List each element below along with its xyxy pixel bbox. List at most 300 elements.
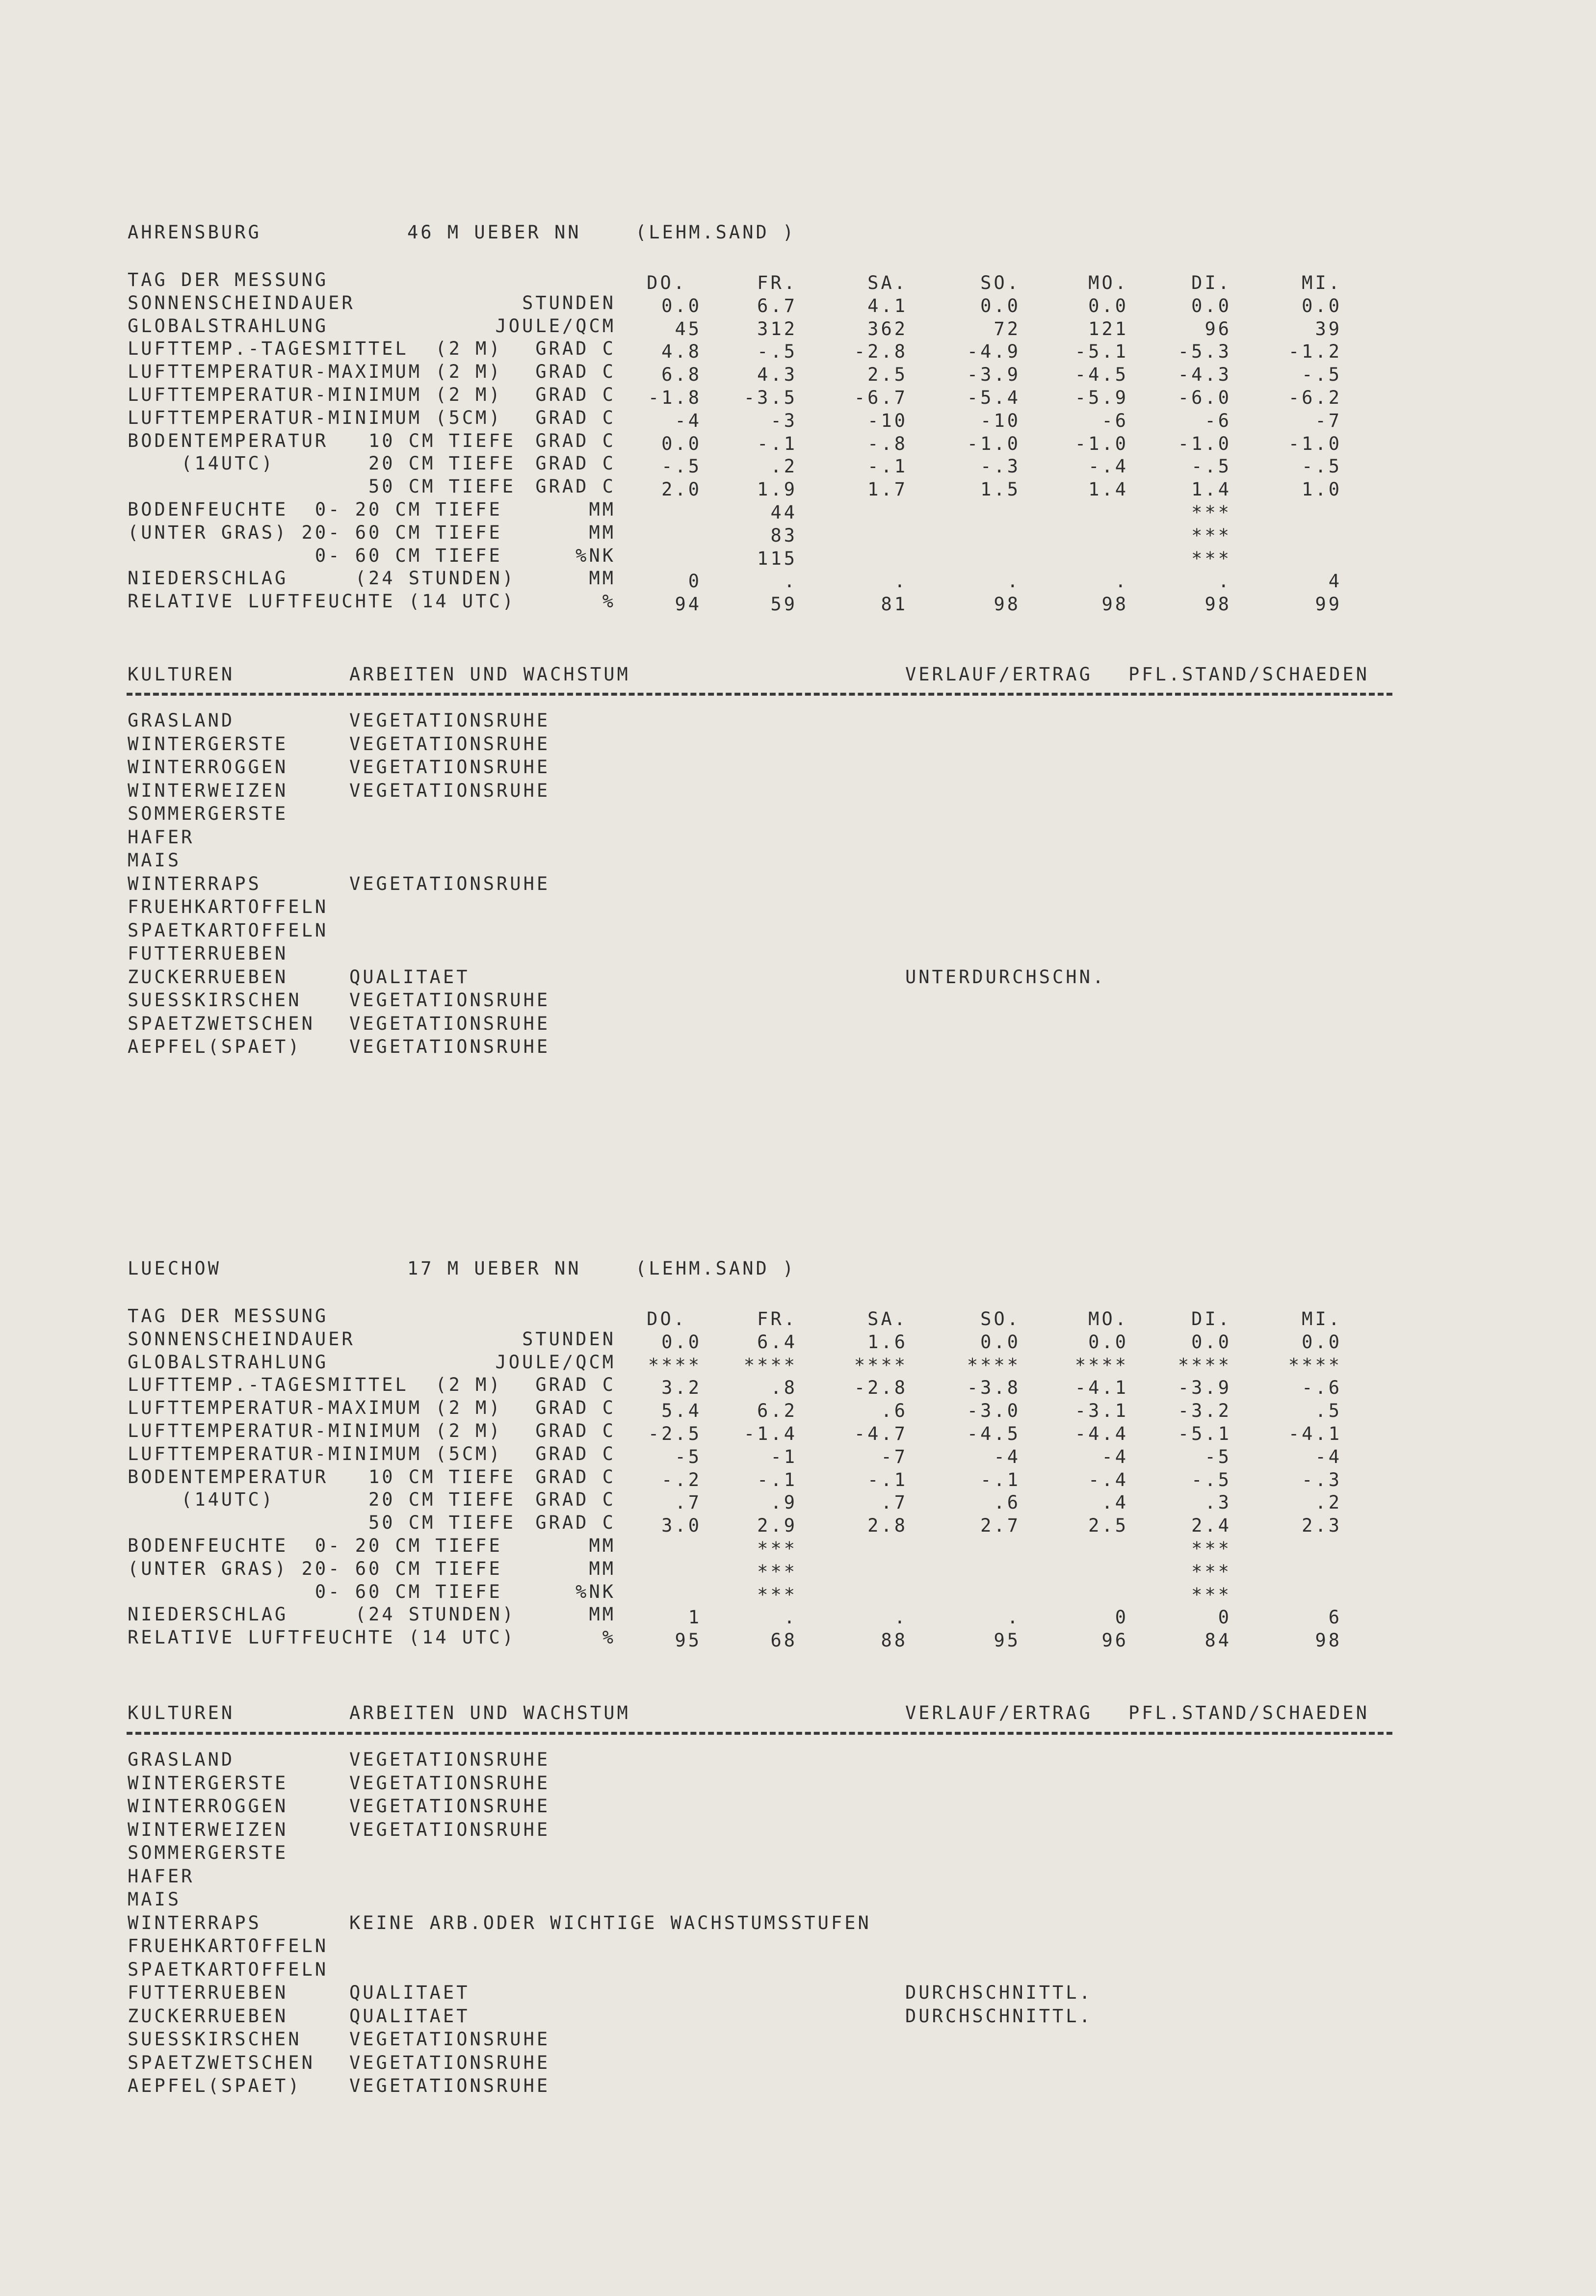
day-header-mo: MO. xyxy=(1088,1308,1128,1330)
crop-verlauf: UNTERDURCHSCHN. xyxy=(905,966,1106,988)
cell-value: 0.0 xyxy=(661,433,702,454)
row-label: LUFTTEMPERATUR-MINIMUM (2 M) xyxy=(128,1420,502,1441)
crop-name: WINTERGERSTE xyxy=(128,733,288,755)
crop-name: FRUEHKARTOFFELN xyxy=(128,896,329,917)
dashed-divider xyxy=(127,1732,1392,1735)
cell-value: .6 xyxy=(994,1492,1020,1513)
cell-value: **** xyxy=(967,1354,1020,1376)
cell-value: 2.8 xyxy=(867,1515,908,1537)
cell-value: 0 xyxy=(1115,1607,1128,1628)
crop-status: VEGETATIONSRUHE xyxy=(349,1772,550,1794)
cell-value: 312 xyxy=(757,318,797,339)
crop-name: FUTTERRUEBEN xyxy=(128,1982,288,2003)
cell-value: -4 xyxy=(675,410,702,431)
crop-status: VEGETATIONSRUHE xyxy=(349,780,550,801)
cell-value: -5.4 xyxy=(967,387,1020,408)
row-label: (UNTER GRAS) 20- 60 CM TIEFE xyxy=(128,1558,502,1579)
crop-status: VEGETATIONSRUHE xyxy=(349,1749,550,1770)
day-header-mi: MI. xyxy=(1302,1308,1342,1330)
cell-value: -.5 xyxy=(1191,456,1231,477)
crop-name: WINTERGERSTE xyxy=(128,1772,288,1794)
cell-value: -3.0 xyxy=(967,1400,1020,1422)
row-unit: % xyxy=(602,1627,616,1648)
cell-value: -3 xyxy=(770,410,797,431)
cell-value: -7 xyxy=(881,1446,908,1467)
cell-value: -4 xyxy=(1101,1446,1128,1467)
row-label: SONNENSCHEINDAUER xyxy=(128,292,355,313)
crop-name: SUESSKIRSCHEN xyxy=(128,2029,302,2050)
row-label: LUFTTEMPERATUR-MINIMUM (5CM) xyxy=(128,1443,502,1464)
cell-value: .4 xyxy=(1101,1492,1128,1513)
cell-value: -.1 xyxy=(757,1469,797,1490)
row-label: TAG DER MESSUNG xyxy=(128,269,329,290)
cell-value: -5 xyxy=(1204,1446,1231,1467)
cell-value: 2.3 xyxy=(1302,1515,1342,1537)
cell-value: **** xyxy=(1177,1354,1231,1376)
row-unit: GRAD C xyxy=(535,430,616,451)
cell-value: 1.9 xyxy=(757,479,797,500)
crop-status: VEGETATIONSRUHE xyxy=(349,1819,550,1840)
row-unit: GRAD C xyxy=(535,476,616,497)
row-label: 50 CM TIEFE xyxy=(128,1512,516,1534)
cell-value: .8 xyxy=(770,1377,797,1399)
cell-value: -4 xyxy=(1315,1446,1342,1467)
crop-name: SPAETZWETSCHEN xyxy=(128,2052,315,2073)
cell-value: -.8 xyxy=(867,433,908,454)
cell-value: 96 xyxy=(1204,318,1231,339)
row-label: (UNTER GRAS) 20- 60 CM TIEFE xyxy=(128,522,502,543)
crops-header-kulturen: KULTUREN xyxy=(128,664,235,685)
cell-value: 95 xyxy=(675,1630,702,1651)
cell-value: -.1 xyxy=(757,433,797,454)
row-label: NIEDERSCHLAG (24 STUNDEN) xyxy=(128,1604,516,1625)
crop-name: HAFER xyxy=(128,826,195,848)
crop-name: SPAETZWETSCHEN xyxy=(128,1013,315,1034)
row-label: (14UTC) 20 CM TIEFE xyxy=(128,1489,516,1511)
cell-value: 2.7 xyxy=(980,1515,1020,1537)
cell-value: -2.8 xyxy=(854,341,908,363)
row-label: 50 CM TIEFE xyxy=(128,476,516,497)
cell-value: .9 xyxy=(770,1492,797,1513)
cell-value: -10 xyxy=(980,410,1020,431)
row-label: LUFTTEMPERATUR-MINIMUM (5CM) xyxy=(128,407,502,428)
cell-value: 72 xyxy=(994,318,1020,339)
cell-value: -1.2 xyxy=(1288,341,1342,363)
crop-name: WINTERROGGEN xyxy=(128,757,288,778)
cell-value: 59 xyxy=(770,594,797,615)
cell-value: -5.9 xyxy=(1074,387,1128,408)
cell-value: . xyxy=(784,1607,797,1628)
crops-header-arbeiten: ARBEITEN UND WACHSTUM xyxy=(349,664,630,685)
crop-status: VEGETATIONSRUHE xyxy=(349,733,550,755)
station-soil: (LEHM.SAND ) xyxy=(635,222,796,243)
cell-value: -.5 xyxy=(661,456,702,477)
cell-value: -1.0 xyxy=(1177,433,1231,454)
cell-value: 3.2 xyxy=(661,1377,702,1399)
cell-value: 81 xyxy=(881,594,908,615)
row-unit: % xyxy=(602,591,616,612)
cell-value: -4.5 xyxy=(967,1423,1020,1444)
cell-value: -6.0 xyxy=(1177,387,1231,408)
cell-value: 1.7 xyxy=(867,479,908,500)
cell-value: -.1 xyxy=(980,1469,1020,1490)
cell-value: 0 xyxy=(688,571,702,592)
crop-name: ZUCKERRUEBEN xyxy=(128,966,288,988)
cell-value: -.4 xyxy=(1088,456,1128,477)
station-name: LUECHOW xyxy=(128,1258,221,1279)
cell-value: 94 xyxy=(675,594,702,615)
row-unit: JOULE/QCM xyxy=(495,315,616,337)
row-unit: STUNDEN xyxy=(522,1328,616,1350)
row-label: LUFTTEMPERATUR-MINIMUM (2 M) xyxy=(128,384,502,405)
row-label: GLOBALSTRAHLUNG xyxy=(128,1351,329,1373)
cell-value: -1.8 xyxy=(648,387,702,408)
cell-value: 1.4 xyxy=(1191,479,1231,500)
cell-value: -.3 xyxy=(980,456,1020,477)
cell-value: -1 xyxy=(770,1446,797,1467)
cell-value: -4.5 xyxy=(1074,364,1128,386)
cell-value: 84 xyxy=(1204,1630,1231,1651)
cell-value: 6.7 xyxy=(757,295,797,316)
day-header-do: DO. xyxy=(647,272,687,293)
row-label: LUFTTEMPERATUR-MAXIMUM (2 M) xyxy=(128,1397,502,1419)
day-header-mo: MO. xyxy=(1088,272,1128,293)
row-label: SONNENSCHEINDAUER xyxy=(128,1328,355,1350)
cell-value: 2.5 xyxy=(867,364,908,386)
cell-value: 4.1 xyxy=(867,295,908,316)
cell-value: -3.9 xyxy=(1177,1377,1231,1399)
cell-value: 1.5 xyxy=(980,479,1020,500)
cell-value: . xyxy=(1115,571,1128,592)
cell-value: -2.8 xyxy=(854,1377,908,1399)
cell-value: 121 xyxy=(1088,318,1128,339)
cell-value: 0.0 xyxy=(1191,1331,1231,1353)
cell-value: 3.0 xyxy=(661,1515,702,1537)
cell-value: **** xyxy=(743,1354,797,1376)
cell-value: 5.4 xyxy=(661,1400,702,1422)
cell-value: 99 xyxy=(1315,594,1342,615)
cell-value: -.4 xyxy=(1088,1469,1128,1490)
cell-value: -6 xyxy=(1101,410,1128,431)
station-soil: (LEHM.SAND ) xyxy=(635,1258,796,1279)
crop-name: SOMMERGERSTE xyxy=(128,1842,288,1863)
cell-value: **** xyxy=(1288,1354,1342,1376)
row-label: BODENTEMPERATUR 10 CM TIEFE xyxy=(128,1466,516,1487)
cell-value: 6.4 xyxy=(757,1331,797,1353)
cell-value: -.5 xyxy=(757,341,797,363)
cell-value: 88 xyxy=(881,1630,908,1651)
cell-value: *** xyxy=(757,1538,797,1559)
cell-value: -6.7 xyxy=(854,387,908,408)
cell-value: 1.4 xyxy=(1088,479,1128,500)
row-unit: GRAD C xyxy=(535,1374,616,1396)
row-label: NIEDERSCHLAG (24 STUNDEN) xyxy=(128,568,516,589)
crop-name: GRASLAND xyxy=(128,710,235,731)
row-label: BODENFEUCHTE 0- 20 CM TIEFE xyxy=(128,1535,502,1556)
row-label: LUFTTEMP.-TAGESMITTEL (2 M) xyxy=(128,338,502,360)
crop-name: WINTERROGGEN xyxy=(128,1796,288,1817)
cell-value: 96 xyxy=(1101,1630,1128,1651)
row-unit: MM xyxy=(589,1535,616,1556)
cell-value: . xyxy=(784,571,797,592)
cell-value: -.2 xyxy=(661,1469,702,1490)
cell-value: -3.1 xyxy=(1074,1400,1128,1422)
cell-value: 0.0 xyxy=(1088,1331,1128,1353)
cell-value: . xyxy=(1007,1607,1020,1628)
cell-value: -2.5 xyxy=(648,1423,702,1444)
crop-name: WINTERWEIZEN xyxy=(128,1819,288,1840)
cell-value: 0.0 xyxy=(1302,295,1342,316)
cell-value: -4.9 xyxy=(967,341,1020,363)
cell-value: .3 xyxy=(1204,1492,1231,1513)
station-elevation: 17 M UEBER NN xyxy=(407,1258,581,1279)
cell-value: 0.0 xyxy=(980,1331,1020,1353)
row-unit: GRAD C xyxy=(535,384,616,405)
crop-name: FRUEHKARTOFFELN xyxy=(128,1935,329,1957)
cell-value: **** xyxy=(1074,1354,1128,1376)
dashed-divider xyxy=(127,693,1392,696)
cell-value: -4.3 xyxy=(1177,364,1231,386)
cell-value: 4 xyxy=(1328,571,1342,592)
crop-status: VEGETATIONSRUHE xyxy=(349,1013,550,1034)
cell-value: -4 xyxy=(994,1446,1020,1467)
cell-value: -.1 xyxy=(867,1469,908,1490)
row-label: 0- 60 CM TIEFE xyxy=(128,1581,502,1602)
crops-header-verlauf: VERLAUF/ERTRAG xyxy=(905,1702,1093,1723)
row-label: RELATIVE LUFTFEUCHTE (14 UTC) xyxy=(128,1627,516,1648)
row-label: BODENTEMPERATUR 10 CM TIEFE xyxy=(128,430,516,451)
cell-value: -1.0 xyxy=(1074,433,1128,454)
cell-value: 6.8 xyxy=(661,364,702,386)
cell-value: *** xyxy=(1191,524,1231,546)
cell-value: -6.2 xyxy=(1288,387,1342,408)
cell-value: 1 xyxy=(688,1607,702,1628)
station-elevation: 46 M UEBER NN xyxy=(407,222,581,243)
cell-value: 95 xyxy=(994,1630,1020,1651)
cell-value: .2 xyxy=(770,456,797,477)
cell-value: -6 xyxy=(1204,410,1231,431)
cell-value: .7 xyxy=(675,1492,702,1513)
cell-value: 98 xyxy=(1315,1630,1342,1651)
cell-value: .7 xyxy=(881,1492,908,1513)
row-unit: GRAD C xyxy=(535,453,616,474)
row-unit: GRAD C xyxy=(535,361,616,383)
row-unit: STUNDEN xyxy=(522,292,616,313)
crop-name: WINTERRAPS xyxy=(128,873,262,894)
crop-status: QUALITAET xyxy=(349,2005,470,2027)
crop-name: WINTERRAPS xyxy=(128,1912,262,1933)
cell-value: 68 xyxy=(770,1630,797,1651)
cell-value: . xyxy=(894,571,908,592)
row-label: LUFTTEMPERATUR-MAXIMUM (2 M) xyxy=(128,361,502,383)
day-header-so: SO. xyxy=(980,1308,1020,1330)
day-header-fr: FR. xyxy=(757,1308,797,1330)
crop-verlauf: DURCHSCHNITTL. xyxy=(905,1982,1093,2003)
cell-value: . xyxy=(1007,571,1020,592)
cell-value: **** xyxy=(648,1354,702,1376)
row-unit: MM xyxy=(589,522,616,543)
crop-status: VEGETATIONSRUHE xyxy=(349,1036,550,1057)
crop-name: SPAETKARTOFFELN xyxy=(128,1958,329,1980)
cell-value: -5 xyxy=(675,1446,702,1467)
cell-value: 0.0 xyxy=(661,1331,702,1353)
crop-status: QUALITAET xyxy=(349,1982,470,2003)
day-header-sa: SA. xyxy=(867,272,908,293)
cell-value: *** xyxy=(1191,1561,1231,1582)
row-label: BODENFEUCHTE 0- 20 CM TIEFE xyxy=(128,499,502,520)
cell-value: -.5 xyxy=(1302,456,1342,477)
row-unit: GRAD C xyxy=(535,1489,616,1511)
crop-name: FUTTERRUEBEN xyxy=(128,943,288,964)
crop-status: VEGETATIONSRUHE xyxy=(349,2075,550,2096)
crop-name: SUESSKIRSCHEN xyxy=(128,990,302,1011)
cell-value: .2 xyxy=(1315,1492,1342,1513)
row-unit: GRAD C xyxy=(535,1420,616,1441)
cell-value: 0.0 xyxy=(1088,295,1128,316)
crop-status: VEGETATIONSRUHE xyxy=(349,757,550,778)
crop-status: KEINE ARB.ODER WICHTIGE WACHSTUMSSTUFEN xyxy=(349,1912,871,1933)
cell-value: -4.4 xyxy=(1074,1423,1128,1444)
row-label: (14UTC) 20 CM TIEFE xyxy=(128,453,516,474)
cell-value: *** xyxy=(1191,548,1231,569)
row-label: TAG DER MESSUNG xyxy=(128,1305,329,1327)
crop-status: VEGETATIONSRUHE xyxy=(349,2029,550,2050)
cell-value: .6 xyxy=(881,1400,908,1422)
crops-header-kulturen: KULTUREN xyxy=(128,1702,235,1723)
crops-header-arbeiten: ARBEITEN UND WACHSTUM xyxy=(349,1702,630,1723)
row-unit: MM xyxy=(589,1604,616,1625)
cell-value: -10 xyxy=(867,410,908,431)
crop-name: MAIS xyxy=(128,1889,182,1910)
cell-value: 6 xyxy=(1328,1607,1342,1628)
day-header-di: DI. xyxy=(1191,272,1231,293)
cell-value: -5.3 xyxy=(1177,341,1231,363)
crop-verlauf: DURCHSCHNITTL. xyxy=(905,2005,1093,2027)
cell-value: -1.0 xyxy=(967,433,1020,454)
cell-value: 0.0 xyxy=(980,295,1020,316)
cell-value: -4.7 xyxy=(854,1423,908,1444)
row-label: 0- 60 CM TIEFE xyxy=(128,545,502,566)
cell-value: -5.1 xyxy=(1177,1423,1231,1444)
cell-value: .5 xyxy=(1315,1400,1342,1422)
cell-value: 45 xyxy=(675,318,702,339)
cell-value: 1.6 xyxy=(867,1331,908,1353)
cell-value: -1.0 xyxy=(1288,433,1342,454)
day-header-fr: FR. xyxy=(757,272,797,293)
cell-value: . xyxy=(1218,571,1231,592)
cell-value: -7 xyxy=(1315,410,1342,431)
cell-value: 44 xyxy=(770,502,797,523)
cell-value: . xyxy=(894,1607,908,1628)
crops-header-stand: PFL.STAND/SCHAEDEN xyxy=(1128,664,1369,685)
cell-value: -.3 xyxy=(1302,1469,1342,1490)
row-unit: MM xyxy=(589,499,616,520)
crops-header-verlauf: VERLAUF/ERTRAG xyxy=(905,664,1093,685)
cell-value: *** xyxy=(757,1561,797,1582)
crop-status: QUALITAET xyxy=(349,966,470,988)
crop-status: VEGETATIONSRUHE xyxy=(349,1796,550,1817)
cell-value: -3.5 xyxy=(743,387,797,408)
row-unit: GRAD C xyxy=(535,1512,616,1534)
crop-name: AEPFEL(SPAET) xyxy=(128,2075,302,2096)
cell-value: -.5 xyxy=(1191,1469,1231,1490)
cell-value: 2.5 xyxy=(1088,1515,1128,1537)
cell-value: 98 xyxy=(1204,594,1231,615)
crops-header-stand: PFL.STAND/SCHAEDEN xyxy=(1128,1702,1369,1723)
cell-value: 98 xyxy=(1101,594,1128,615)
row-unit: GRAD C xyxy=(535,1443,616,1464)
cell-value: *** xyxy=(757,1584,797,1605)
crop-name: MAIS xyxy=(128,850,182,871)
cell-value: 4.8 xyxy=(661,341,702,363)
cell-value: 0.0 xyxy=(1302,1331,1342,1353)
crop-status: VEGETATIONSRUHE xyxy=(349,873,550,894)
day-header-do: DO. xyxy=(647,1308,687,1330)
crop-name: HAFER xyxy=(128,1865,195,1887)
station-name: AHRENSBURG xyxy=(128,222,262,243)
row-unit: GRAD C xyxy=(535,338,616,360)
row-unit: JOULE/QCM xyxy=(495,1351,616,1373)
cell-value: 6.2 xyxy=(757,1400,797,1422)
row-unit: GRAD C xyxy=(535,1466,616,1487)
cell-value: 362 xyxy=(867,318,908,339)
cell-value: -5.1 xyxy=(1074,341,1128,363)
row-unit: %NK xyxy=(576,1581,616,1602)
cell-value: 2.9 xyxy=(757,1515,797,1537)
day-header-mi: MI. xyxy=(1302,272,1342,293)
cell-value: *** xyxy=(1191,1538,1231,1559)
crop-name: SOMMERGERSTE xyxy=(128,803,288,824)
cell-value: -.5 xyxy=(1302,364,1342,386)
crop-status: VEGETATIONSRUHE xyxy=(349,710,550,731)
row-label: LUFTTEMP.-TAGESMITTEL (2 M) xyxy=(128,1374,502,1396)
cell-value: -.1 xyxy=(867,456,908,477)
crop-name: AEPFEL(SPAET) xyxy=(128,1036,302,1057)
cell-value: 39 xyxy=(1315,318,1342,339)
crop-name: GRASLAND xyxy=(128,1749,235,1770)
cell-value: *** xyxy=(1191,502,1231,523)
row-label: RELATIVE LUFTFEUCHTE (14 UTC) xyxy=(128,591,516,612)
day-header-di: DI. xyxy=(1191,1308,1231,1330)
cell-value: -3.2 xyxy=(1177,1400,1231,1422)
cell-value: 0.0 xyxy=(1191,295,1231,316)
crop-name: SPAETKARTOFFELN xyxy=(128,919,329,941)
row-label: GLOBALSTRAHLUNG xyxy=(128,315,329,337)
cell-value: *** xyxy=(1191,1584,1231,1605)
cell-value: -.6 xyxy=(1302,1377,1342,1399)
cell-value: 115 xyxy=(757,548,797,569)
crop-status: VEGETATIONSRUHE xyxy=(349,2052,550,2073)
day-header-sa: SA. xyxy=(867,1308,908,1330)
cell-value: -4.1 xyxy=(1288,1423,1342,1444)
cell-value: 2.4 xyxy=(1191,1515,1231,1537)
cell-value: 83 xyxy=(770,524,797,546)
crop-name: WINTERWEIZEN xyxy=(128,780,288,801)
cell-value: 0 xyxy=(1218,1607,1231,1628)
day-header-so: SO. xyxy=(980,272,1020,293)
crop-name: ZUCKERRUEBEN xyxy=(128,2005,288,2027)
cell-value: 2.0 xyxy=(661,479,702,500)
row-unit: MM xyxy=(589,1558,616,1579)
cell-value: 4.3 xyxy=(757,364,797,386)
cell-value: -1.4 xyxy=(743,1423,797,1444)
row-unit: GRAD C xyxy=(535,407,616,428)
cell-value: -4.1 xyxy=(1074,1377,1128,1399)
cell-value: -3.9 xyxy=(967,364,1020,386)
cell-value: **** xyxy=(854,1354,908,1376)
cell-value: 0.0 xyxy=(661,295,702,316)
row-unit: %NK xyxy=(576,545,616,566)
